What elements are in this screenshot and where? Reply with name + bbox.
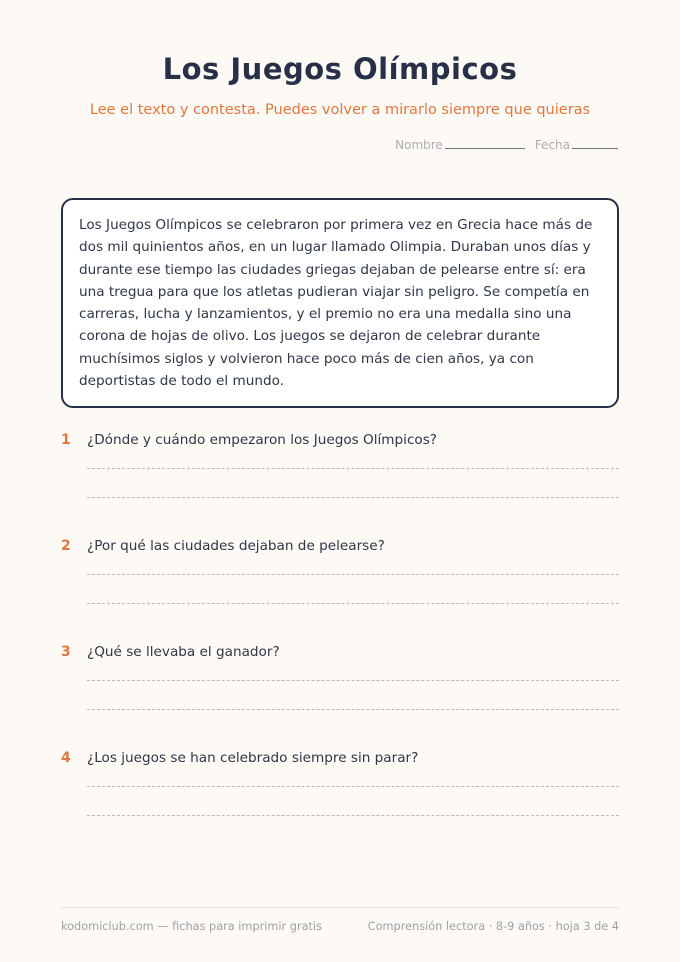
question-text: ¿Los juegos se han celebrado siempre sin parar? — [87, 750, 419, 766]
question-4 — [61, 750, 619, 816]
question-number: 4 — [61, 750, 71, 766]
answer-line[interactable] — [87, 574, 619, 575]
answer-line[interactable] — [87, 709, 619, 710]
name-label: Nombre — [395, 138, 443, 152]
worksheet-title: Los Juegos Olímpicos — [162, 52, 518, 86]
answer-line[interactable] — [87, 603, 619, 604]
question-text: ¿Dónde y cuándo empezaron los Juegos Olímpicos? — [87, 432, 438, 448]
date-label: Fecha — [534, 138, 570, 152]
student-info — [395, 138, 618, 152]
date-line — [572, 147, 618, 149]
answer-line[interactable] — [87, 497, 619, 498]
reading-passage: Los Juegos Olímpicos se celebraron por primera vez en Grecia hace más de dos mil quinientos años, en un lugar llamado Olimpia. Duraban unos días y durante ese tiempo las ciudades griegas dejaban de pelearse entre sí: era una tregua para que los atletas pudieran viajar sin peligro. Se competía en carreras, lucha y lanzamientos, y el premio no era una medalla sino una corona de hojas de olivo. Los juegos se dejaron de celebrar durante muchísimos siglos y volvieron hace poco más de cien años, ya con deportistas de todo el mundo. — [79, 217, 593, 390]
question-number: 3 — [61, 644, 71, 660]
question-3 — [61, 644, 619, 710]
question-2 — [61, 538, 619, 604]
footer-page-info: Comprensión lectora · 8-9 años · hoja 3 de 4 — [367, 920, 619, 933]
answer-line[interactable] — [87, 468, 619, 469]
footer-source: kodomiclub.com — fichas para imprimir gratis — [61, 920, 322, 933]
answer-line[interactable] — [87, 815, 619, 816]
question-1 — [61, 432, 619, 498]
date-field[interactable] — [535, 138, 618, 152]
answer-line[interactable] — [87, 680, 619, 681]
question-text: ¿Por qué las ciudades dejaban de pelearse? — [87, 538, 385, 554]
footer-divider — [61, 907, 619, 908]
question-text: ¿Qué se llevaba el ganador? — [87, 644, 280, 660]
worksheet-instructions: Lee el texto y contesta. Puedes volver a mirarlo siempre que quieras — [89, 102, 591, 118]
question-number: 1 — [61, 432, 71, 448]
answer-line[interactable] — [87, 786, 619, 787]
reading-passage-box — [61, 198, 619, 408]
name-field[interactable] — [395, 138, 525, 152]
name-line — [445, 147, 525, 149]
question-number: 2 — [61, 538, 71, 554]
